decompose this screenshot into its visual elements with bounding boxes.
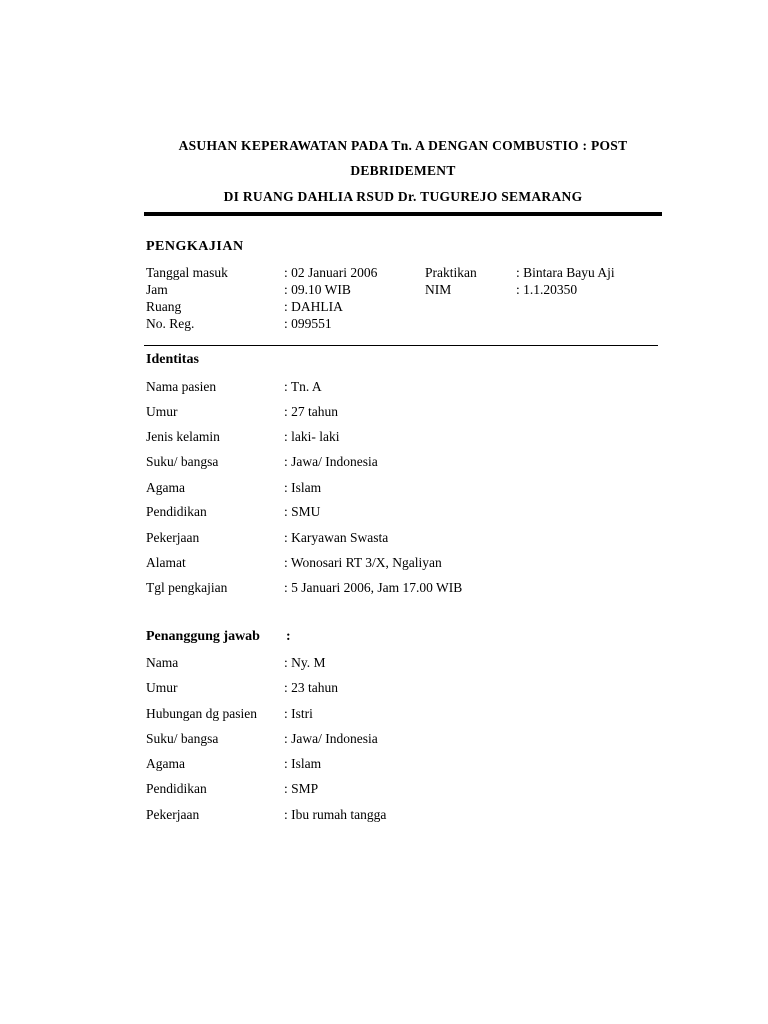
field-label: Alamat [146, 555, 186, 570]
field-label: Nama [146, 655, 179, 670]
field-value: : 5 Januari 2006, Jam 17.00 WIB [284, 580, 463, 595]
field-label: NIM [425, 282, 452, 297]
field-label: Pendidikan [146, 504, 207, 519]
field-value: : SMP [284, 781, 319, 796]
field-label: Pekerjaan [146, 807, 200, 822]
field-label: Tgl pengkajian [146, 580, 228, 595]
field-label: No. Reg. [146, 316, 195, 331]
field-label: Suku/ bangsa [146, 454, 219, 469]
field-label: Ruang [146, 299, 182, 314]
document-title-line-3: DI RUANG DAHLIA RSUD Dr. TUGUREJO SEMARANG [223, 189, 583, 204]
field-value: : Istri [284, 706, 313, 721]
field-value: : 27 tahun [284, 404, 338, 419]
field-value: : Ibu rumah tangga [284, 807, 387, 822]
field-value: : Bintara Bayu Aji [516, 265, 615, 280]
section-heading-colon: : [286, 629, 291, 644]
field-label: Agama [146, 480, 185, 495]
field-label: Pekerjaan [146, 530, 200, 545]
field-label: Tanggal masuk [146, 265, 228, 280]
section-heading-pengkajian: PENGKAJIAN [146, 239, 244, 254]
section-heading-label: Penanggung jawab [146, 629, 260, 644]
field-value: : 099551 [284, 316, 332, 331]
field-label: Suku/ bangsa [146, 731, 219, 746]
field-value: : 09.10 WIB [284, 282, 351, 297]
field-label: Nama pasien [146, 379, 217, 394]
field-value: : DAHLIA [284, 299, 343, 314]
field-label: Umur [146, 404, 178, 419]
section-divider [144, 345, 658, 346]
title-divider [144, 212, 662, 216]
section-heading-identitas: Identitas [146, 352, 199, 367]
field-value: : laki- laki [284, 429, 340, 444]
section-heading-penanggung-jawab [146, 629, 291, 645]
field-value: : 23 tahun [284, 680, 338, 695]
field-value: : Wonosari RT 3/X, Ngaliyan [284, 555, 442, 570]
field-value: : SMU [284, 504, 321, 519]
document-title-line-2: DEBRIDEMENT [350, 163, 456, 178]
field-label: Hubungan dg pasien [146, 706, 257, 721]
field-label: Praktikan [425, 265, 477, 280]
field-label: Pendidikan [146, 781, 207, 796]
document-title-line-1: ASUHAN KEPERAWATAN PADA Tn. A DENGAN COMBUSTIO : POST [178, 138, 628, 153]
field-value: : Jawa/ Indonesia [284, 454, 378, 469]
field-value: : Islam [284, 756, 322, 771]
field-value: : Ny. M [284, 655, 326, 670]
field-value: : 1.1.20350 [516, 282, 578, 297]
field-label: Jenis kelamin [146, 429, 220, 444]
field-value: : Jawa/ Indonesia [284, 731, 378, 746]
field-label: Agama [146, 756, 185, 771]
field-value: : Tn. A [284, 379, 322, 394]
field-label: Umur [146, 680, 178, 695]
field-value: : 02 Januari 2006 [284, 265, 378, 280]
field-label: Jam [146, 282, 168, 297]
field-value: : Islam [284, 480, 322, 495]
field-value: : Karyawan Swasta [284, 530, 389, 545]
